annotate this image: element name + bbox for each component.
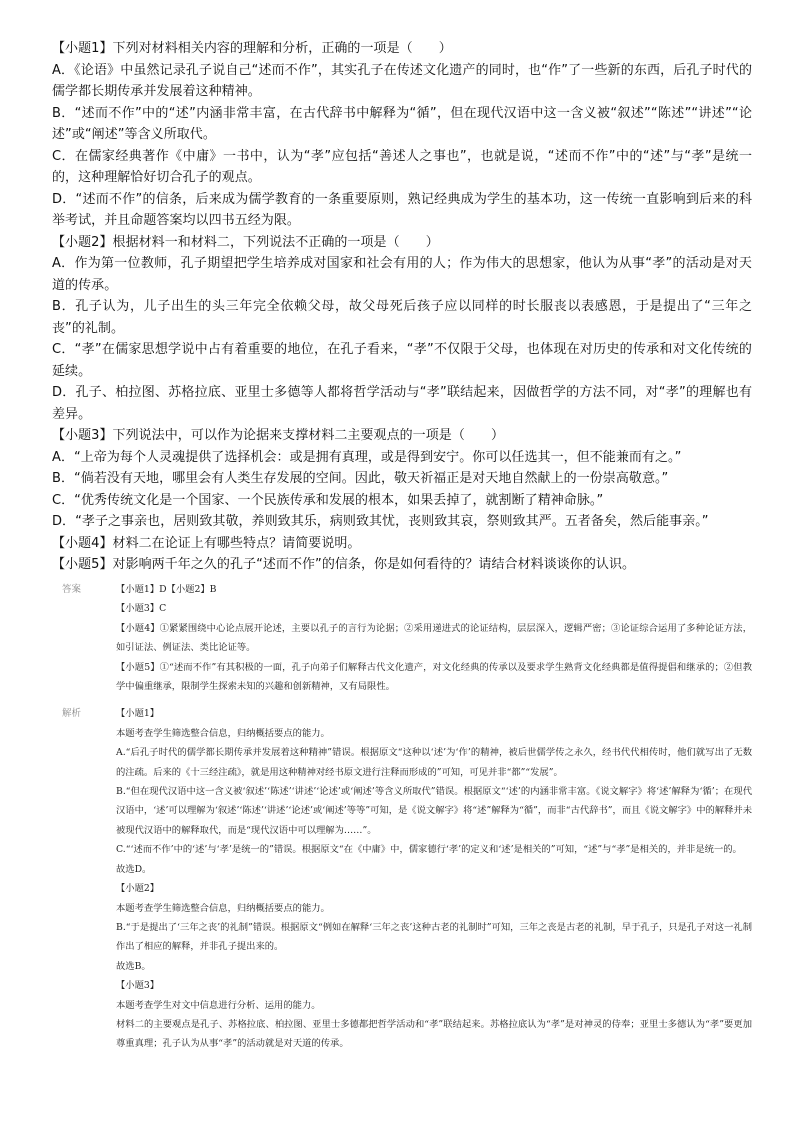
analysis-line: C.“‘述而不作’中的‘述’与‘孝’是统一的”错误。根据原文“在《中庸》中，儒家德行‘孝’的定义和‘述’是相关的”可知，“述”与“孝”是相关的，并非是统一的。 xyxy=(116,844,742,856)
question-3-option-a: A．“上帝为每个人灵魂提供了选择机会：或是拥有真理，或是得到安宁。你可以任选其一，但不能兼而有之。” xyxy=(52,449,682,465)
analysis-line: 故选D。 xyxy=(116,863,152,875)
question-1-option-d: D．“述而不作”的信条，后来成为儒学教育的一条重要原则，熟记经典成为学生的基本功，这一传统一直影响到后来的科举考试，并且命题答案均以四书五经为限。 xyxy=(52,191,752,228)
question-5-stem: 【小题5】对影响两千年之久的孔子“述而不作”的信条，你是如何看待的？请结合材料谈谈你的认识。 xyxy=(52,557,636,572)
question-3-option-c: C．“优秀传统文化是一个国家、一个民族传承和发展的根本，如果丢掉了，就割断了精神命脉。” xyxy=(52,492,604,508)
analysis-line: 故选B。 xyxy=(116,960,151,972)
analysis-line: 【小题3】 xyxy=(116,980,160,992)
analysis-line: 【小题2】 xyxy=(116,883,160,895)
answer-line: 【小题5】①“述而不作”有其积极的一面，孔子向弟子们解释古代文化遗产，对文化经典的传承以及要求学生熟背文化经典都是值得提倡和继承的；②但教学中偏重继承，限制学生探索未知的兴趣和创新精神，又有局限性。 xyxy=(116,661,752,693)
question-2-option-a: A．作为第一位教师，孔子期望把学生培养成对国家和社会有用的人；作为伟大的思想家，他认为从事“孝”的活动是对天道的传承。 xyxy=(52,256,752,293)
analysis-line: B.“但在现代汉语中这一含义被‘叙述’‘陈述’‘讲述’‘论述’或‘阐述’等含义所取代”错误。根据原文“‘述’的内涵非常丰富。《说文解字》将‘述’解释为‘循’；在现代汉语中，‘述’可以理解为‘叙述’‘陈述’‘讲述’‘论述’或‘阐述’等等”可知，是《说文解字》将“述”解释为“循”，而非“古代辞书”，而且《说文解字》中的解释并未被现代汉语中的解释取代，而是“现代汉语中可以理解为……”。 xyxy=(116,786,752,836)
question-2-option-c: C．“孝”在儒家思想学说中占有着重要的地位，在孔子看来，“孝”不仅限于父母，也体现在对历史的传承和对文化传统的延续。 xyxy=(52,342,752,379)
answer-line: 【小题4】①紧紧围绕中心论点展开论述，主要以孔子的言行为论据；②采用递进式的论证结构，层层深入，逻辑严密；③论证综合运用了多种论证方法，如引证法、例证法、类比论证等。 xyxy=(116,622,752,654)
question-3-option-b: B．“倘若没有天地，哪里会有人类生存发展的空间。因此，敬天祈福正是对天地自然献上的一份崇高敬意。” xyxy=(52,471,669,486)
analysis-line: A.“后孔子时代的儒学都长期传承并发展着这种精神”错误。根据原文“这种以‘述’为‘作’的精神，被后世儒学传之永久，经书代代相传时，他们就写出了无数的注疏。后来的《十三经注疏》，就是用这种精神对经书原文进行注释而形成的”可知，可见并非“都”“发展”。 xyxy=(116,747,752,778)
analysis-line: 材料二的主要观点是孔子、苏格拉底、柏拉图、亚里士多德都把哲学活动和“孝”联结起来。苏格拉底认为“孝”是对神灵的侍奉；亚里士多德认为“孝”要更加尊重真理；孔子认为从事“孝”的活动就是对天道的传承。 xyxy=(116,1018,752,1050)
analysis-section xyxy=(62,704,752,1053)
answer-line: 【小题3】C xyxy=(116,603,167,615)
analysis-line: 本题考查学生筛选整合信息，归纳概括要点的能力。 xyxy=(116,727,330,739)
question-2-option-b: B．孔子认为，儿子出生的头三年完全依赖父母，故父母死后孩子应以同样的时长服丧以表感恩，于是提出了“三年之丧”的礼制。 xyxy=(52,299,752,336)
question-2-option-d: D．孔子、柏拉图、苏格拉底、亚里士多德等人都将哲学活动与“孝”联结起来，因做哲学的方法不同，对“孝”的理解也有差异。 xyxy=(52,385,752,422)
questions-section xyxy=(52,38,752,576)
question-1-option-c: C．在儒家经典著作《中庸》一书中，认为“孝”应包括“善述人之事也”，也就是说，“述而不作”中的“述”与“孝”是统一的，这种理解恰好切合孔子的观点。 xyxy=(52,148,752,185)
analysis-line: B.“于是提出了‘三年之丧’的礼制”错误。根据原文“例如在解释‘三年之丧’这种古老的礼制时”可知，三年之丧是古老的礼制，早于孔子，只是孔子对这一礼制作出了相应的解释，并非孔子提出来的。 xyxy=(116,921,752,953)
answers-section xyxy=(62,580,752,696)
question-1-option-a: A．《论语》中虽然记录孔子说自己“述而不作”，其实孔子在传述文化遗产的同时，也“作”了一些新的东西，后孔子时代的儒学都长期传承并发展着这种精神。 xyxy=(52,62,752,99)
question-4-stem: 【小题4】材料二在论证上有哪些特点？请简要说明。 xyxy=(52,535,361,551)
question-3-stem: 【小题3】下列说法中，可以作为论据来支撑材料二主要观点的一项是（ ） xyxy=(52,428,505,443)
answer-label: 答案 xyxy=(62,584,82,595)
question-3-option-d: D．“孝子之事亲也，居则致其敬，养则致其乐，病则致其忧，丧则致其哀，祭则致其严。五者备矣，然后能事亲。” xyxy=(52,514,709,529)
answer-key xyxy=(62,580,752,1054)
question-2-stem: 【小题2】根据材料一和材料二，下列说法不正确的一项是（ ） xyxy=(52,234,439,250)
analysis-label: 解析 xyxy=(62,708,82,720)
question-1-option-b: B．“述而不作”中的“述”内涵非常丰富，在古代辞书中解释为“循”，但在现代汉语中这一含义被“叙述”“陈述”“讲述”“论述”或“阐述”等含义所取代。 xyxy=(52,105,752,142)
analysis-line: 本题考查学生筛选整合信息，归纳概括要点的能力。 xyxy=(116,902,330,914)
answer-line: 【小题1】D【小题2】B xyxy=(116,584,217,595)
analysis-line: 本题考查学生对文中信息进行分析、运用的能力。 xyxy=(116,999,321,1011)
question-1-stem: 【小题1】下列对材料相关内容的理解和分析，正确的一项是（ ） xyxy=(52,41,452,56)
analysis-line: 【小题1】 xyxy=(116,708,160,720)
